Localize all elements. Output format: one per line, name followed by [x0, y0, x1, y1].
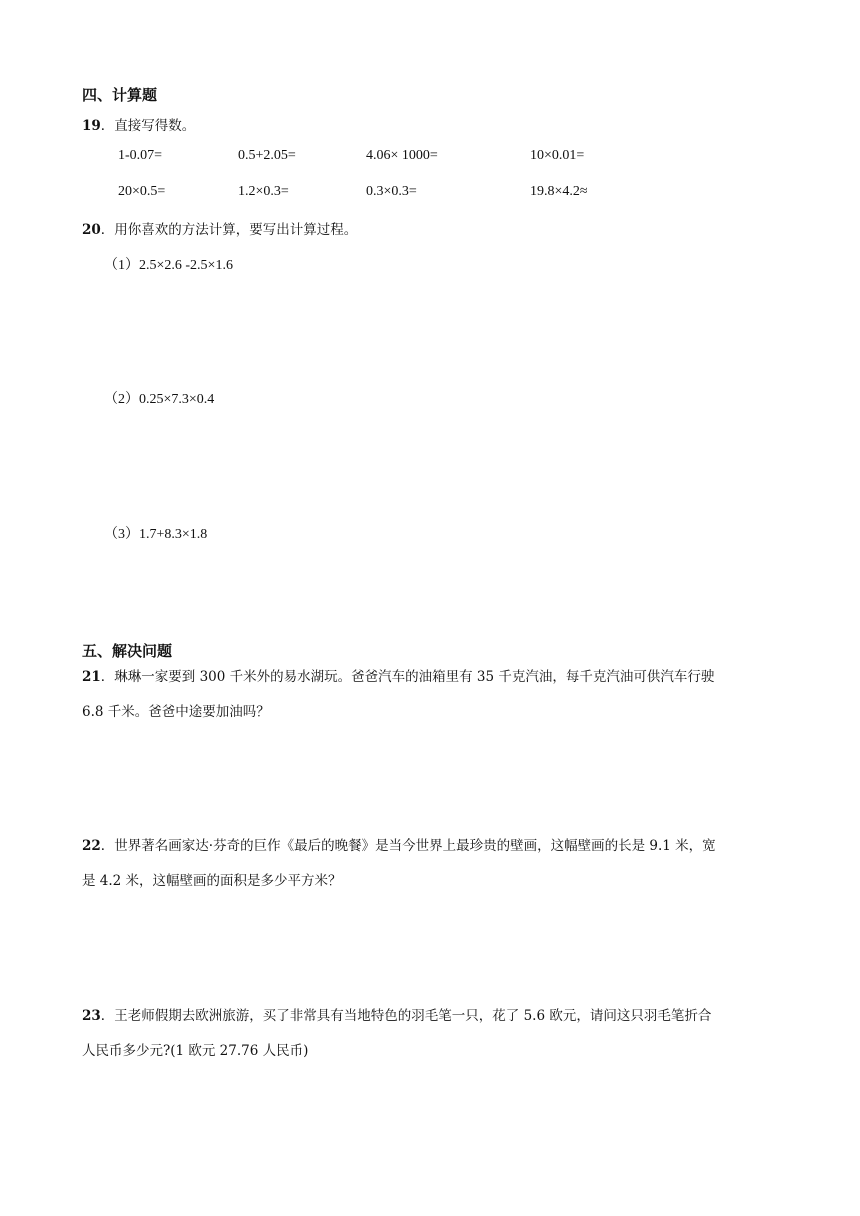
question-21-line2: 6.8 千米。爸爸中途要加油吗？ [82, 704, 270, 720]
sub-question-2: （2）0.25×7.3×0.4 [104, 392, 215, 407]
question-text-line1: ．琳琳一家要到 300 千米外的易水湖玩。爸爸汽车的油箱里有 35 千克汽油，每千克汽油可供汽车行驶 [100, 669, 715, 685]
question-number: 20 [82, 222, 101, 238]
question-number: 19 [82, 118, 101, 134]
question-number: 23 [82, 1008, 101, 1024]
calc-item: 4.06× 1000= [366, 148, 438, 163]
question-20 [82, 218, 357, 238]
sub-question-1: （1）2.5×2.6 -2.5×1.6 [104, 258, 233, 273]
calc-item: 0.5+2.05= [238, 148, 296, 163]
question-text: ．直接写得数。 [100, 118, 196, 134]
calc-item: 20×0.5= [118, 184, 166, 199]
question-22-line2: 是 4.2 米，这幅壁画的面积是多少平方米？ [82, 873, 342, 889]
question-22 [82, 836, 716, 856]
calc-item: 0.3×0.3= [366, 184, 417, 199]
question-text-line1: ．世界著名画家达·芬奇的巨作《最后的晚餐》是当今世界上最珍贵的壁画，这幅壁画的长是 9.1 米，宽 [100, 838, 716, 854]
sub-question-3: （3）1.7+8.3×1.8 [104, 527, 208, 542]
question-23-line2: 人民币多少元?(1 欧元 27.76 人民币) [82, 1043, 309, 1059]
section-title-problem-solving: 五、解决问题 [82, 642, 173, 660]
calc-item: 10×0.01= [530, 148, 585, 163]
calc-item: 1.2×0.3= [238, 184, 289, 199]
question-number: 22 [82, 838, 101, 854]
section-title-calculation: 四、计算题 [82, 86, 158, 104]
calc-item: 19.8×4.2≈ [530, 184, 588, 199]
calc-item: 1-0.07= [118, 148, 163, 163]
question-text: ．用你喜欢的方法计算，要写出计算过程。 [100, 222, 358, 238]
question-19 [82, 114, 195, 134]
question-23 [82, 1006, 711, 1026]
question-number: 21 [82, 669, 101, 685]
question-21 [82, 667, 714, 687]
question-text-line1: ．王老师假期去欧洲旅游，买了非常具有当地特色的羽毛笔一只，花了 5.6 欧元，请问这只羽毛笔折合 [100, 1008, 712, 1024]
